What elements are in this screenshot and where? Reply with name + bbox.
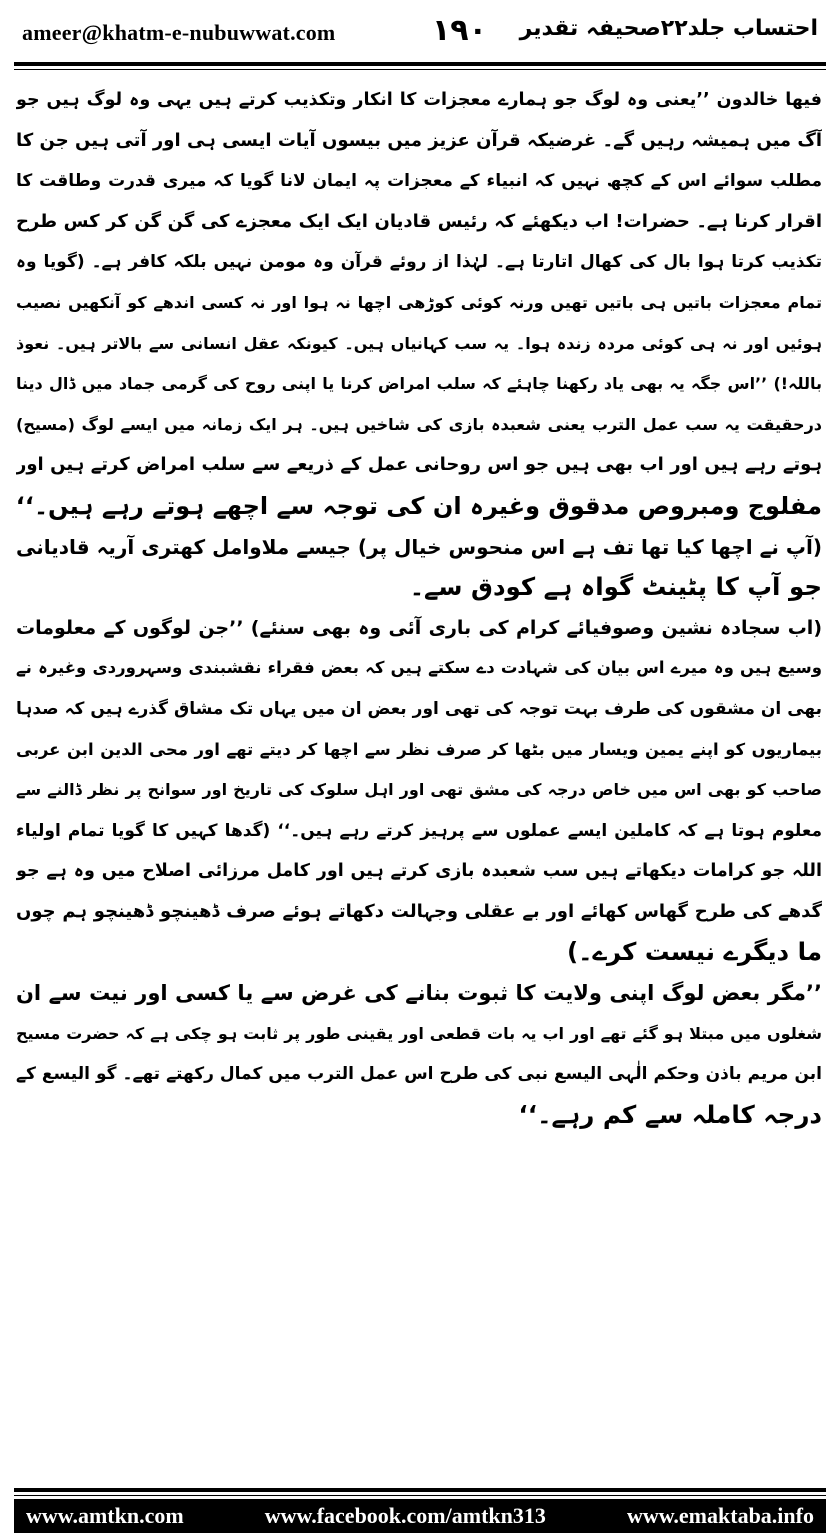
text-line: درحقیقت یہ سب عمل الترب یعنی شعبدہ بازی کی شاخیں ہیں۔ ہر ایک زمانہ میں ایسے لوگ (مسیح)	[16, 414, 822, 434]
text-line: شغلوں میں مبتلا ہو گئے تھے اور اب یہ بات قطعی اور یقینی طور پر ثابت ہو چکی ہے کہ حضرت مسیح	[16, 1023, 822, 1043]
header-divider-thin	[14, 69, 826, 70]
text-line: بھی ان مشقوں کی طرف بہت توجہ کی تھی اور بعض ان میں یہاں تک مشاق گذرے ہیں کہ صدہا	[16, 698, 822, 719]
text-line: اللہ جو کرامات دیکھاتے ہیں سب شعبدہ بازی کرتے ہیں اور کامل مرزائی اصلاح میں وہ ہے جو	[16, 861, 822, 882]
text-line: درجہ کاملہ سے کم رہے۔‘‘	[518, 1099, 822, 1129]
text-line: آگ میں ہمیشہ رہیں گے۔ غرضیکہ قرآن عزیز میں بیسوں آیات ایسی ہی اور آتی ہیں جن کا	[16, 129, 822, 151]
text-line: باللہ!) ’’اس جگہ یہ بھی یاد رکھنا چاہئے کہ سلب امراض کرنا یا اپنی روح کی گرمی جماد میں ڈال دینا	[16, 374, 822, 394]
text-line: وسیع ہیں وہ میرے اس بیان کی شہادت دے سکتے ہیں کہ بعض فقراء نقشبندی وسہروردی وغیرہ نے	[16, 658, 822, 678]
text-line: ہوئیں اور نہ ہی کوئی مردہ زندہ ہوا۔ یہ سب کہانیاں ہیں۔ کیونکہ عقل انسانی سے بالاتر ہیں۔ نعوذ	[16, 333, 822, 353]
text-line: تمام معجزات باتیں ہی باتیں تھیں ورنہ کوئی کوڑھی اچھا نہ ہوا اور نہ کسی اندھے کو آنکھیں نصیب	[16, 292, 822, 312]
text-line: ما دیگرے نیست کرے۔)	[566, 937, 822, 967]
page-header	[22, 14, 818, 56]
footer-divider-thick	[14, 1488, 826, 1492]
text-line: ’’مگر بعض لوگ اپنی ولایت کا ثبوت بنانے کی غرض سے یا کسی اور نیت سے ان	[16, 981, 822, 1006]
text-line: معلوم ہوتا ہے کہ کاملین ایسے عملوں سے پرہیز کرتے رہے ہیں۔‘‘ (گدھا کہیں کا گویا تمام اولیاء	[16, 820, 822, 841]
text-line: مفلوج ومبروص مدقوق وغیرہ ان کی توجہ سے اچھے ہوتے رہے ہیں۔‘‘	[16, 491, 822, 520]
page-body-text	[16, 80, 822, 1478]
text-line: (آپ نے اچھا کیا تھا تف ہے اس منحوس خیال پر) جیسے ملاوامل کھتری آریہ قادیانی	[16, 534, 822, 559]
footer-link-emaktaba[interactable]: www.emaktaba.info	[626, 1503, 814, 1528]
text-line: صاحب کو بھی اس میں خاص درجہ کی مشق تھی اور اہل سلوک کی تاریخ اور سوانح پر نظر ڈالنے سے	[16, 780, 822, 800]
text-line: فیھا خالدون ’’یعنی وہ لوگ جو ہمارے معجزات کا انکار وتکذیب کرتے ہیں یہی وہ لوگ ہیں جو	[16, 90, 822, 110]
text-line: مطلب سوائے اس کے کچھ نہیں کہ انبیاء کے معجزات پہ ایمان لانا گویا کہ میری قدرت وطاقت کا	[16, 171, 822, 192]
footer-link-facebook[interactable]: www.facebook.com/amtkn313	[264, 1503, 546, 1528]
text-line: ابن مریم باذن وحکم الٰہی الیسع نبی کی طرح اس عمل الترب میں کمال رکھتے تھے۔ گو الیسع کے	[16, 1064, 822, 1085]
text-line: بیماریوں کو اپنے یمین ویسار میں بٹھا کر صرف نظر سے اچھا کر دیتے تھے اور محی الدین ابن عربی	[16, 739, 822, 759]
text-line: (اب سجادہ نشین وصوفیائے کرام کی باری آئی وہ بھی سنئے) ’’جن لوگوں کے معلومات	[16, 616, 822, 639]
footer-divider-thin	[14, 1495, 826, 1496]
text-line: اقرار کرنا ہے۔ حضرات! اب دیکھئے کہ رئیس قادیان ایک ایک معجزے کی گن گن کر کس طرح	[16, 210, 822, 232]
page-footer	[14, 1499, 826, 1533]
header-email: ameer@khatm-e-nubuwwat.com	[22, 20, 336, 45]
header-divider-thick	[14, 62, 826, 66]
footer-link-amtkn[interactable]: www.amtkn.com	[26, 1503, 184, 1528]
book-title: احتساب جلد۲۲صحیفہ تقدیر	[519, 16, 818, 41]
page-number: ۱۹۰	[432, 13, 487, 48]
text-line: ہوتے رہے ہیں اور اب بھی ہیں جو اس روحانی عمل کے ذریعے سے سلب امراض کرتے ہیں اور	[16, 454, 822, 476]
text-line: تکذیب کرتا ہوا بال کی کھال اتارتا ہے۔ لہٰذا از روئے قرآن وہ مومن نہیں بلکہ کافر ہے۔ (گویا وہ	[16, 252, 822, 273]
text-line: جو آپ کا پٹینٹ گواہ ہے کودق سے۔	[409, 572, 822, 602]
text-line: گدھے کی طرح گھاس کھائے اور بے عقلی وجہالت دکھاتے ہوئے صرف ڈھینچو ڈھینچو ہم چوں	[16, 900, 822, 922]
